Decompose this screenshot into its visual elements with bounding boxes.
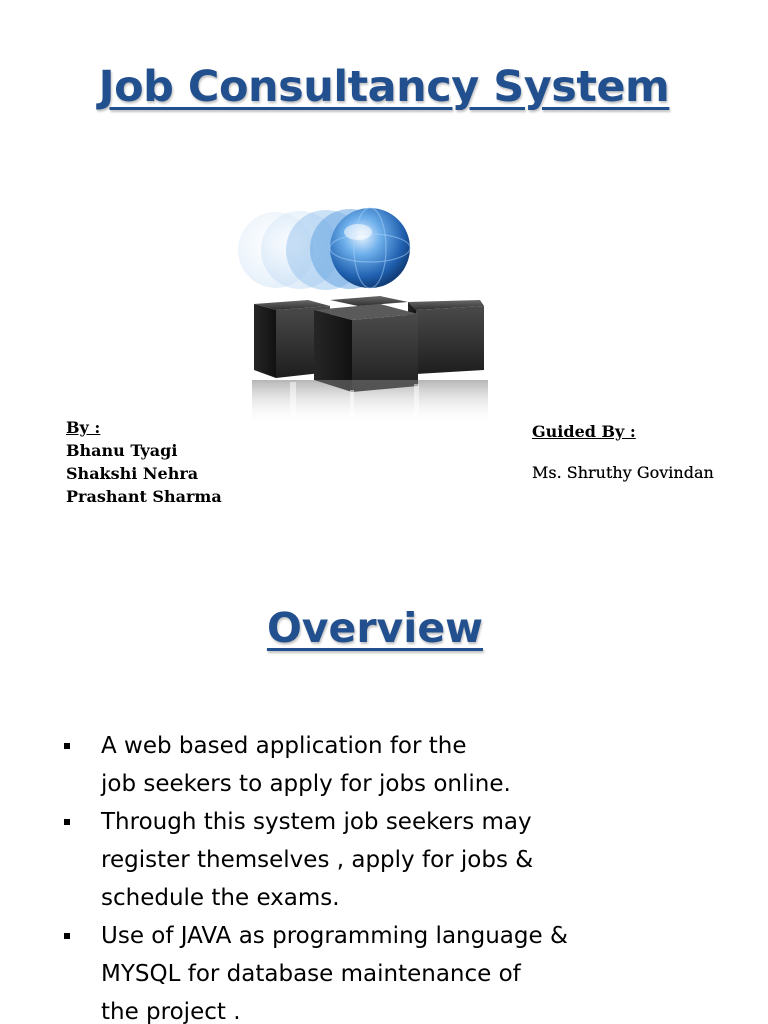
by-label: By : bbox=[66, 418, 101, 437]
globe-over-cubes-icon bbox=[230, 200, 490, 425]
bullet-item bbox=[62, 727, 662, 803]
author-name: Prashant Sharma bbox=[66, 487, 222, 506]
overview-title bbox=[0, 604, 750, 652]
slide-title bbox=[0, 62, 768, 112]
author-name: Bhanu Tyagi bbox=[66, 441, 178, 460]
overview-bullet-list bbox=[62, 727, 662, 1024]
bullet-item bbox=[62, 803, 662, 917]
bullet-line: the project . bbox=[101, 999, 241, 1024]
bullet-line: register themselves , apply for jobs & bbox=[101, 847, 534, 873]
guide-block bbox=[532, 422, 714, 482]
author-name: Shakshi Nehra bbox=[66, 464, 199, 483]
slide-title-text: Job Consultancy System bbox=[98, 62, 670, 112]
bullet-line: schedule the exams. bbox=[101, 885, 340, 911]
square-bullet-icon bbox=[64, 743, 70, 749]
guided-by-label: Guided By : bbox=[532, 422, 636, 441]
bullet-line: Through this system job seekers may bbox=[101, 809, 532, 835]
bullet-line: job seekers to apply for jobs online. bbox=[101, 771, 511, 797]
square-bullet-icon bbox=[64, 819, 70, 825]
bullet-line: Use of JAVA as programming language & bbox=[101, 923, 568, 949]
square-bullet-icon bbox=[64, 933, 70, 939]
overview-title-text: Overview bbox=[266, 604, 484, 652]
bullet-item bbox=[62, 917, 662, 1024]
bullet-line: A web based application for the bbox=[101, 733, 467, 759]
guide-name: Ms. Shruthy Govindan bbox=[532, 463, 714, 482]
bullet-line: MYSQL for database maintenance of bbox=[101, 961, 521, 987]
authors-block bbox=[66, 416, 222, 508]
